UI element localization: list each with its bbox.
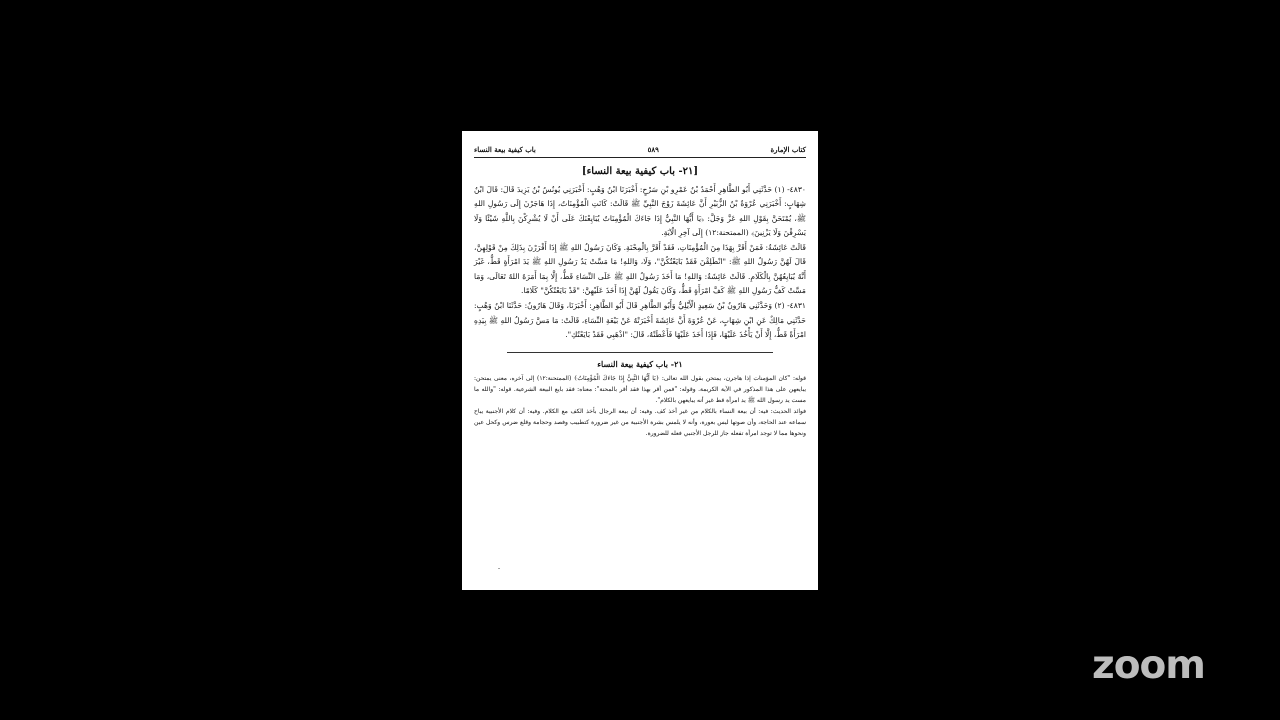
header-page-number: ٥٨٩ bbox=[647, 145, 659, 154]
commentary-title: ٢١- باب كيفية بيعة النساء bbox=[597, 359, 683, 370]
hadith-paragraph: ٤٨٣١- (٢) وَحَدَّثَنِي هَارُونُ بْنُ سَعِيدٍ الْأَيْلِيُّ وَأَبُو الطَّاهِرِ قَالَ أَبُو الطَّاهِرِ: أَخْبَرَنَا، وَقَالَ هَارُونُ: حَدَّثَنَا ابْنُ وَهْبٍ: حَدَّثَنِي مَالِكٌ عَنِ ابْنِ شِهَابٍ، عَنْ عُرْوَةَ أَنَّ عَائِشَةَ أَخْبَرَتْهُ عَنْ بَيْعَةِ النِّسَاءِ، قَالَتْ: مَا مَسَّ رَسُولُ اللهِ ﷺ بِيَدِهِ امْرَأَةً قَطُّ، إِلَّا أَنْ يَأْخُذَ عَلَيْهَا، فَإِذَا أَخَذَ عَلَيْهَا فَأَعْطَتْهُ، قَالَ: "اذْهَبِي فَقَدْ بَايَعْتُكِ". bbox=[474, 301, 806, 339]
commentary-note: قوله: "كان المؤمنات إذا هاجرن، يمتحن بقول الله تعالى: ﴿يَا أَيُّهَا النَّبِيُّ إِذَا جَاءَكَ الْمُؤْمِنَاتُ﴾ (الممتحنة:١٢) إلى آخره، معنى يمتحن: يبايعهن على هذا المذكور في الآية الكريمة. وقوله: "فمن أقر بهذا فقد أقر بالمحنة": معناه: فقد بايع البيعة الشرعية. قوله: "والله ما مست يد رسول الله ﷺ يد امرأة قط غير أنه يبايعهن بالكلام". bbox=[474, 375, 806, 405]
header-section-title: باب كيفية بيعة النساء bbox=[474, 145, 536, 154]
hadith-paragraph: قَالَتْ عَائِشَةُ: فَمَنْ أَقَرَّ بِهَذَا مِنَ الْمُؤْمِنَاتِ، فَقَدْ أَقَرَّ بِالْمِحْنَةِ. وَكَانَ رَسُولُ اللهِ ﷺ إِذَا أَقْرَرْنَ بِذَلِكَ مِنْ قَوْلِهِنَّ، قَالَ لَهُنَّ رَسُولُ اللهِ ﷺ: "انْطَلِقْنَ فَقَدْ بَايَعْتُكُنَّ"، وَلَا، وَاللهِ! مَا مَسَّتْ يَدُ رَسُولِ اللهِ ﷺ يَدَ امْرَأَةٍ قَطُّ، غَيْرَ أَنَّهُ يُبَايِعُهُنَّ بِالْكَلَامِ. قَالَتْ عَائِشَةُ: وَاللهِ! مَا أَخَذَ رَسُولُ اللهِ ﷺ عَلَى النِّسَاءِ قَطُّ، إِلَّا بِمَا أَمَرَهُ اللهُ تَعَالَى، وَمَا مَسَّتْ كَفُّ رَسُولِ اللهِ ﷺ كَفَّ امْرَأَةٍ قَطُّ، وَكَانَ يَقُولُ لَهُنَّ إِذَا أَخَذَ عَلَيْهِنَّ: "قَدْ بَايَعْتُكُنَّ" كَلَامًا. bbox=[474, 243, 806, 296]
document-page bbox=[462, 131, 818, 590]
divider bbox=[507, 352, 773, 353]
page-mark: - bbox=[498, 565, 501, 572]
header-book-title: كتاب الإمارة bbox=[770, 145, 806, 154]
zoom-logo: zoom bbox=[1092, 643, 1205, 688]
hadith-paragraph: ٤٨٣٠- (١) حَدَّثَنِي أَبُو الطَّاهِرِ أَحْمَدُ بْنُ عَمْرِو بْنِ سَرْحٍ: أَخْبَرَنَا ابْنُ وَهْبٍ: أَخْبَرَنِي يُونُسُ بْنُ يَزِيدَ قَالَ: قَالَ ابْنُ شِهَابٍ: أَخْبَرَنِي عُرْوَةُ بْنُ الزُّبَيْرِ أَنَّ عَائِشَةَ زَوْجَ النَّبِيِّ ﷺ قَالَتْ: كَانَتِ الْمُؤْمِنَاتُ، إِذَا هَاجَرْنَ إِلَى رَسُولِ اللهِ ﷺ، يُمْتَحَنَّ بِقَوْلِ اللهِ عَزَّ وَجَلَّ: ﴿يَا أَيُّهَا النَّبِيُّ إِذَا جَاءَكَ الْمُؤْمِنَاتُ يُبَايِعْنَكَ عَلَى أَنْ لَا يُشْرِكْنَ بِاللَّهِ شَيْئًا وَلَا يَسْرِقْنَ وَلَا يَزْنِينَ﴾ (الممتحنة:١٢) إِلَى آخِرِ الْآيَةِ. bbox=[474, 185, 806, 237]
commentary-note: فوائد الحديث: فيه: أن بيعة النساء بالكلام من غير أخذ كف. وفيه: أن بيعة الرجال بأخذ الكف مع الكلام. وفيه: أن كلام الأجنبية يباح سماعه عند الحاجة، وأن صوتها ليس بعورة، وأنه لا يلمس بشرة الأجنبية من غير ضرورة كتطبيب وفصد وحجامة وقلع ضرس وكحل عين ونحوها مما لا توجد امرأة تفعله جاز للرجل الأجنبي فعله للضرورة. bbox=[474, 408, 806, 438]
chapter-title: [٢١- باب كيفية بيعة النساء] bbox=[581, 166, 699, 177]
running-header bbox=[474, 145, 806, 158]
